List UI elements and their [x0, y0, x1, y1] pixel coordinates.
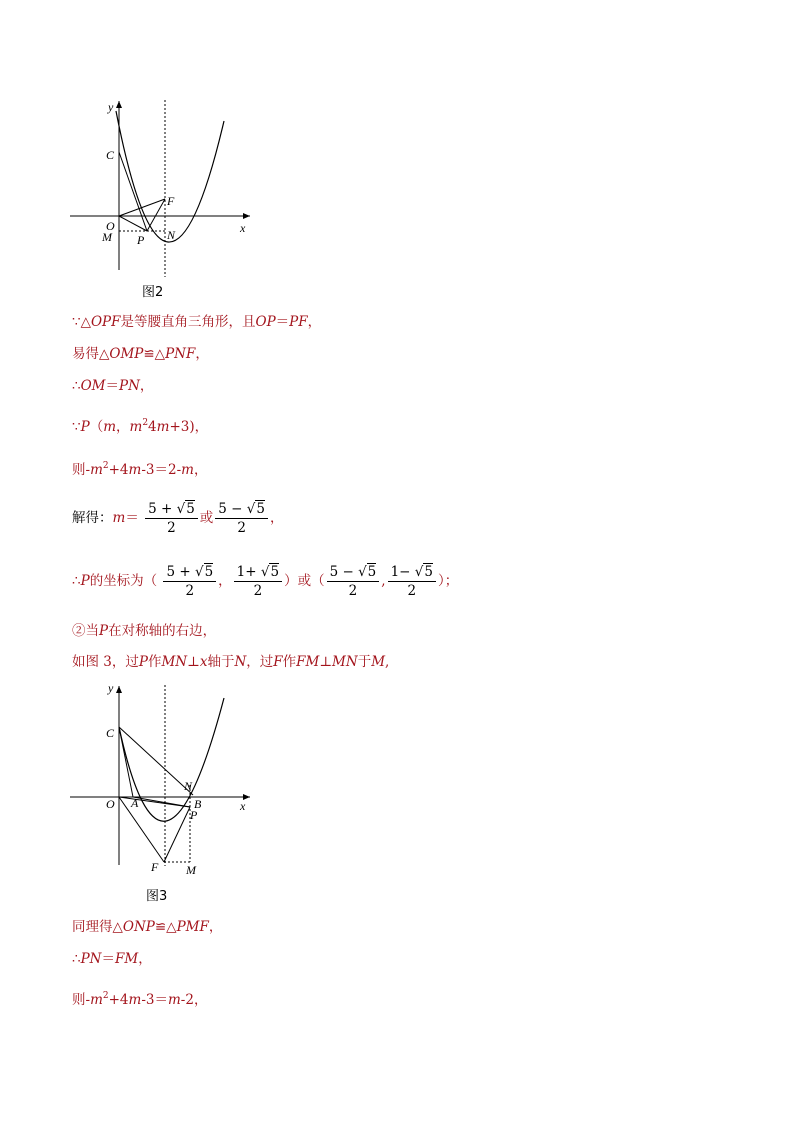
line-3: ∴OM＝PN，	[72, 378, 154, 394]
line-2: 易得△OMP≌△PNF，	[72, 346, 209, 362]
fig2-label-m: M	[102, 230, 112, 244]
line-9: 如图 3，过P作MN⊥x轴于N，过F作FM⊥MN于M,	[72, 654, 390, 670]
fig3-label-p: P	[190, 808, 198, 822]
line-4: ∵P（m，$m^24m+3$)，	[72, 418, 209, 435]
fig3-label-b: B	[194, 797, 202, 811]
fraction-2: $\frac{5 - √5}{2}$	[215, 500, 268, 537]
fig3-label-a: A	[131, 796, 139, 810]
fig3-label-f: F	[151, 860, 159, 874]
line-1: ∵△OPF是等腰直角三角形，且OP＝PF，	[72, 314, 322, 330]
figure-2-caption: 图2	[142, 285, 164, 300]
fig3-label-o: O	[106, 797, 115, 811]
fig2-label-y: y	[108, 100, 114, 114]
fig2-label-f: F	[167, 194, 175, 208]
fig3-label-y: y	[108, 681, 114, 695]
line-8: ②当P在对称轴的右边，	[72, 623, 217, 639]
fig3-label-n: N	[184, 779, 193, 793]
line-10: 同理得△ONP≌△PMF，	[72, 919, 223, 935]
figure-3	[60, 680, 260, 880]
line-6: 解得：m＝ $\frac{5 + √5}{2}$ 或 $\frac{5 - √5}{2}$ ，	[72, 501, 284, 536]
fig2-label-x: x	[240, 221, 246, 235]
fraction-1: $\frac{5 + √5}{2}$	[145, 500, 198, 537]
figure-3-caption: 图3	[146, 889, 168, 904]
fig3-label-c: C	[106, 726, 115, 740]
fig2-label-o: O	[106, 219, 115, 233]
figure-2	[60, 95, 260, 285]
fig3-label-m: M	[186, 863, 196, 877]
fig2-label-n: N	[167, 228, 176, 242]
line-7: ∴P的坐标为（ $\frac{5 + √5}{2}$ ， $\frac{1+ √5}{2}$ ）或（ $\frac{5 - √5}{2}$ , $\frac{1- √5}{2}$ ）；	[72, 564, 459, 599]
line-5: 则$-m^2+4m-3=2-m$，	[72, 461, 208, 478]
fig2-label-c: C	[106, 148, 115, 162]
fig3-label-x: x	[240, 799, 246, 813]
line-12: 则$-m^2+4m-3=m-2$，	[72, 991, 208, 1008]
line-11: ∴PN＝FM，	[72, 951, 152, 967]
fig2-label-p: P	[137, 233, 145, 247]
